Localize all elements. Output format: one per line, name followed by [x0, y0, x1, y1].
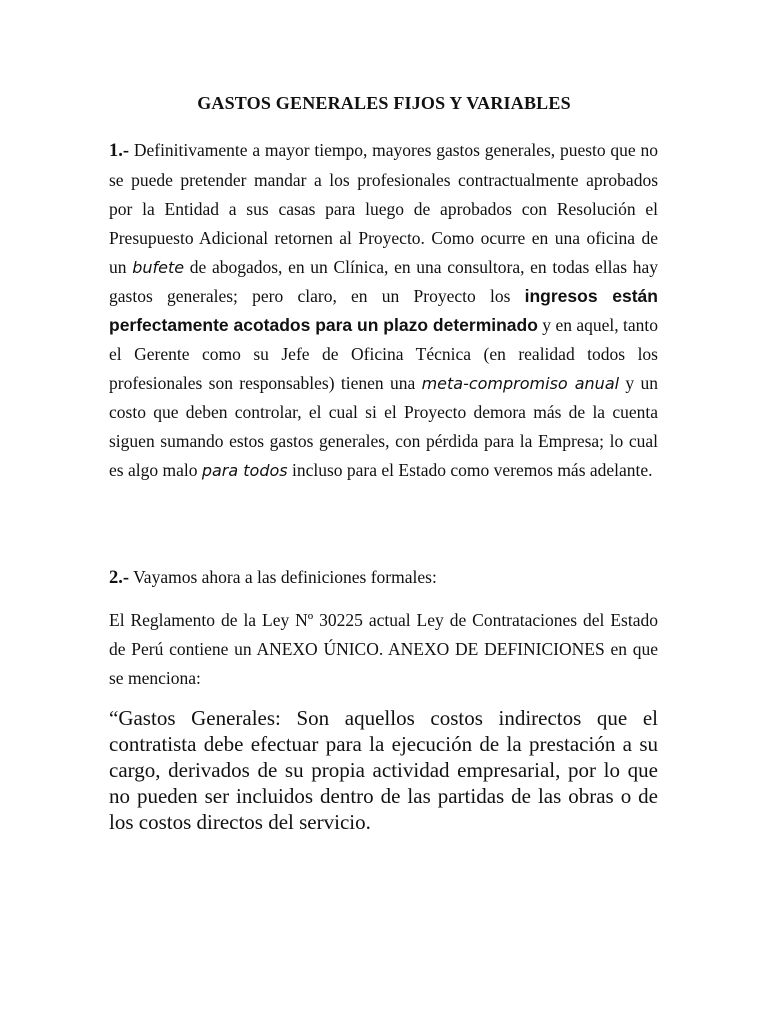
paragraph-1 [109, 136, 658, 485]
document-title: GASTOS GENERALES FIJOS Y VARIABLES [197, 93, 571, 113]
paragraph-3: El Reglamento de la Ley Nº 30225 actual Ley de Contrataciones del Estado de Perú contiene un ANEXO ÚNICO. ANEXO DE DEFINICIONES en que se menciona: [109, 610, 658, 688]
paragraph-1-italic-bufete: bufete [132, 258, 185, 277]
paragraph-1-number: 1.- [109, 141, 130, 161]
paragraph-1-text-c: y en aquel, tanto el Gerente como su Jefe de Oficina Técnica (en realidad todos los profesionales son responsables) tienen una [109, 315, 659, 393]
paragraph-1-text-d: y un costo que deben controlar, el cual si el Proyecto demora más de la cuenta siguen sumando estos gastos generales, con pérdida para la Empresa; lo cual es algo malo [109, 373, 658, 480]
paragraph-1-italic-para-todos: para todos [201, 461, 288, 480]
paragraph-2-number: 2.- [109, 568, 130, 588]
paragraph-1-text-b: de abogados, en un Clínica, en una consultora, en todas ellas hay gastos generales; pero claro, en un Proyecto los [109, 257, 658, 306]
paragraph-1-text-a: Definitivamente a mayor tiempo, mayores gastos generales, puesto que no se puede pretender mandar a los profesionales contractualmente aprobados por la Entidad a sus casas para luego de aprobados con Resolución el Presupuesto Adicional retornen al Proyecto. Como ocurre en una oficina de un [109, 140, 658, 277]
paragraph-1-text-e: incluso para el Estado como veremos más adelante. [287, 460, 653, 480]
definition-quote: “Gastos Generales: Son aquellos costos indirectos que el contratista debe efectuar para la ejecución de la prestación a su cargo, derivados de su propia actividad empresarial, por lo que no pueden ser incluidos dentro de las partidas de las obras o de los costos directos del servicio. [109, 706, 658, 834]
paragraph-2 [109, 563, 658, 593]
paragraph-1-italic-meta: meta-compromiso anual [421, 374, 620, 393]
paragraph-2-text: Vayamos ahora a las definiciones formales: [129, 567, 437, 587]
paragraph-1-bold-ingresos: ingresos están perfectamente acotados para un plazo determinado [109, 286, 658, 335]
